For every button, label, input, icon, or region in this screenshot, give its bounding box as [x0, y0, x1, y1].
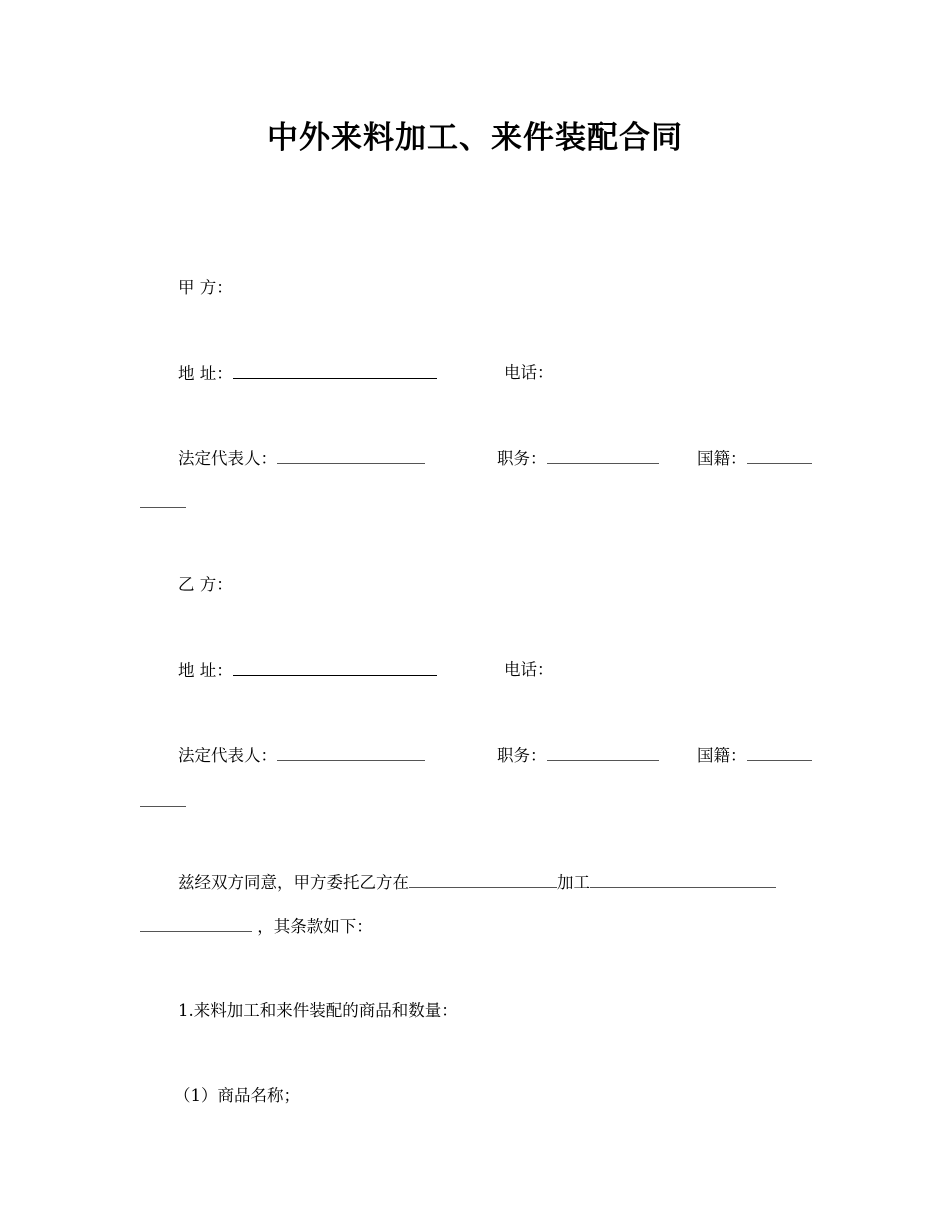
document-title: 中外来料加工、来件装配合同 [267, 120, 683, 156]
intro-text-1: 兹经双方同意，甲方委托乙方在 [178, 873, 409, 892]
location-field[interactable] [409, 872, 557, 888]
party-a-position-row [497, 448, 659, 469]
party-a-address-field[interactable] [233, 363, 437, 379]
party-b-address-label: 地 址： [178, 661, 233, 680]
intro-line-1 [178, 872, 776, 893]
processing-item-field[interactable] [590, 872, 776, 888]
party-a-rep-field[interactable] [277, 448, 425, 464]
party-a-position-field[interactable] [547, 448, 659, 464]
intro-line-2 [140, 916, 373, 937]
party-b-label: 乙 方： [178, 575, 233, 594]
party-a-rep-row [178, 448, 425, 469]
party-b-rep-row [178, 745, 425, 766]
party-b-address-field[interactable] [233, 660, 437, 676]
party-a-address-label: 地 址： [178, 364, 233, 383]
party-b-nationality-field-continued[interactable] [140, 805, 186, 807]
party-a-nationality-label: 国籍： [697, 449, 747, 468]
party-a-address-row [178, 363, 437, 384]
party-a-label: 甲 方： [178, 278, 233, 297]
party-b-nationality-row [697, 745, 812, 766]
party-b-rep-field[interactable] [277, 745, 425, 761]
party-b-phone-label: 电话： [504, 660, 554, 679]
party-b-position-field[interactable] [547, 745, 659, 761]
party-a-nationality-field-continued[interactable] [140, 506, 186, 508]
party-a-phone-label: 电话： [504, 363, 554, 382]
clause-1-1-item: （1）商品名称； [174, 1086, 300, 1105]
party-b-nationality-field[interactable] [747, 745, 812, 761]
intro-text-3: ，其条款如下： [257, 917, 373, 936]
clause-1-heading: 1.来料加工和来件装配的商品和数量： [178, 1001, 458, 1020]
intro-text-2: 加工 [557, 873, 590, 892]
party-b-address-row [178, 660, 437, 681]
party-a-nationality-row [697, 448, 812, 469]
party-b-position-row [497, 745, 659, 766]
party-b-nationality-label: 国籍： [697, 746, 747, 765]
party-a-position-label: 职务： [497, 449, 547, 468]
party-a-rep-label: 法定代表人： [178, 449, 277, 468]
party-a-nationality-field[interactable] [747, 448, 812, 464]
party-b-rep-label: 法定代表人： [178, 746, 277, 765]
processing-item-field-continued[interactable] [140, 916, 252, 932]
party-b-position-label: 职务： [497, 746, 547, 765]
